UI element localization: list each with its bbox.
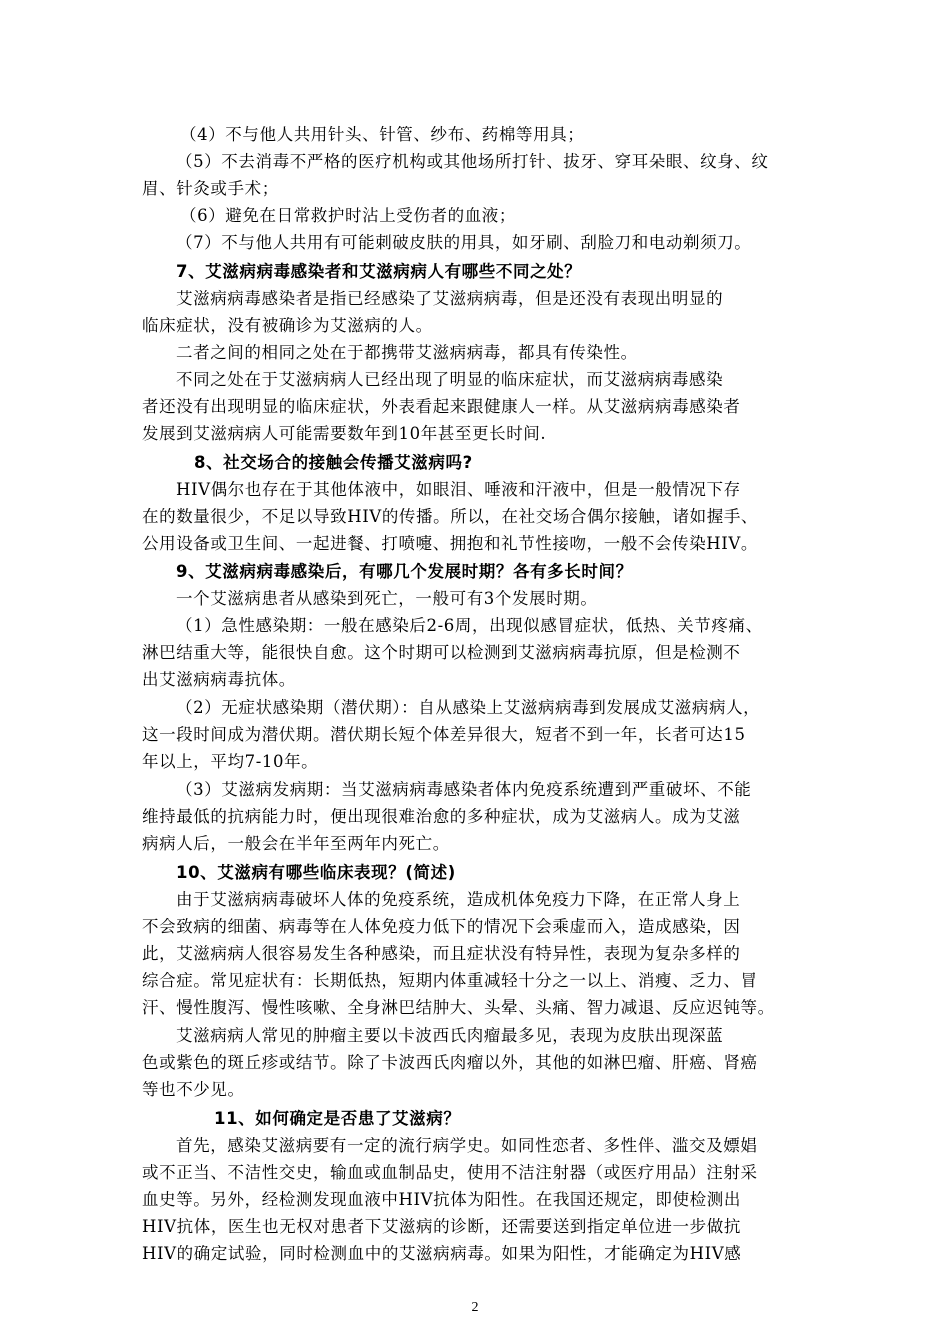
text-line: 艾滋病病毒感染者是指已经感染了艾滋病病毒，但是还没有表现出明显的: [176, 289, 724, 308]
text-line: 病病人后，一般会在半年至两年内死亡。: [142, 834, 450, 853]
text-line: 不会致病的细菌、病毒等在人体免疫力低下的情况下会乘虚而入，造成感染，因: [142, 917, 741, 936]
text-line: 色或紫色的斑丘疹或结节。除了卡波西氏肉瘤以外，其他的如淋巴瘤、肝癌、肾癌: [142, 1053, 758, 1072]
text-line: 等也不少见。: [142, 1080, 245, 1099]
text-line: 艾滋病病人常见的肿瘤主要以卡波西氏肉瘤最多见，表现为皮肤出现深蓝: [176, 1026, 724, 1045]
section-heading: 11、如何确定是否患了艾滋病？: [214, 1109, 461, 1128]
text-line: 淋巴结重大等，能很快自愈。这个时期可以检测到艾滋病病毒抗原，但是检测不: [142, 643, 741, 662]
text-line: 二者之间的相同之处在于都携带艾滋病病毒，都具有传染性。: [176, 343, 638, 362]
text-line: 发展到艾滋病病人可能需要数年到10年甚至更长时间.: [142, 424, 547, 443]
section-heading: 7、艾滋病病毒感染者和艾滋病病人有哪些不同之处？: [176, 262, 582, 281]
text-line: HIV的确定试验，同时检测血中的艾滋病病毒。如果为阳性，才能确定为HIV感: [142, 1244, 742, 1263]
page-number: 2: [471, 1300, 479, 1315]
text-line: （3）艾滋病发病期：当艾滋病病毒感染者体内免疫系统遭到严重破坏、不能: [176, 780, 752, 799]
text-line: （1）急性感染期：一般在感染后2-6周，出现似感冒症状，低热、关节疼痛、: [176, 616, 763, 635]
text-line: 这一段时间成为潜伏期。潜伏期长短个体差异很大，短者不到一年，长者可达15: [142, 725, 746, 744]
section-heading: 8、社交场合的接触会传播艾滋病吗?: [194, 453, 473, 472]
text-line: （4）不与他人共用针头、针管、纱布、药棉等用具；: [180, 125, 585, 144]
text-line: （6）避免在日常救护时沾上受伤者的血液；: [180, 206, 516, 225]
text-line: 不同之处在于艾滋病病人已经出现了明显的临床症状，而艾滋病病毒感染: [176, 370, 724, 389]
text-line: 或不正当、不洁性交史，输血或血制品史，使用不洁注射器（或医疗用品）注射采: [142, 1163, 758, 1182]
text-line: 公用设备或卫生间、一起进餐、打喷嚏、拥抱和礼节性接吻，一般不会传染HIV。: [142, 534, 759, 553]
text-line: 出艾滋病病毒抗体。: [142, 670, 296, 689]
text-line: （2）无症状感染期（潜伏期）：自从感染上艾滋病病毒到发展成艾滋病病人，: [176, 698, 761, 717]
text-line: HIV偶尔也存在于其他体液中，如眼泪、唾液和汗液中，但是一般情况下存: [176, 480, 741, 499]
section-heading: 10、艾滋病有哪些临床表现？(简述): [176, 863, 456, 882]
text-line: HIV抗体，医生也无权对患者下艾滋病的诊断，还需要送到指定单位进一步做抗: [142, 1217, 741, 1236]
text-line: 临床症状，没有被确诊为艾滋病的人。: [142, 316, 433, 335]
section-heading: 9、艾滋病病毒感染后，有哪几个发展时期？各有多长时间？: [176, 562, 633, 581]
text-line: （5）不去消毒不严格的医疗机构或其他场所打针、拔牙、穿耳朵眼、纹身、纹: [176, 152, 769, 171]
text-line: 者还没有出现明显的临床症状，外表看起来跟健康人一样。从艾滋病病毒感染者: [142, 397, 741, 416]
text-line: （7）不与他人共用有可能刺破皮肤的用具，如牙刷、刮脸刀和电动剃须刀。: [176, 233, 752, 252]
text-line: 年以上，平均7-10年。: [142, 752, 319, 771]
text-line: 由于艾滋病病毒破坏人体的免疫系统，造成机体免疫力下降，在正常人身上: [176, 890, 741, 909]
text-line: 血史等。另外，经检测发现血液中HIV抗体为阳性。在我国还规定，即使检测出: [142, 1190, 741, 1209]
text-line: 眉、针灸或手术；: [142, 179, 279, 198]
text-line: 首先，感染艾滋病要有一定的流行病学史。如同性恋者、多性伴、滥交及嫖娼: [176, 1136, 758, 1155]
text-line: 维持最低的抗病能力时，便出现很难治愈的多种症状，成为艾滋病人。成为艾滋: [142, 807, 741, 826]
text-line: 此，艾滋病病人很容易发生各种感染，而且症状没有特异性，表现为复杂多样的: [142, 944, 741, 963]
text-line: 一个艾滋病患者从感染到死亡，一般可有3个发展时期。: [176, 589, 598, 608]
text-line: 综合症。常见症状有：长期低热，短期内体重减轻十分之一以上、消瘦、乏力、冒: [142, 971, 758, 990]
text-line: 在的数量很少，不足以导致HIV的传播。所以，在社交场合偶尔接触，诸如握手、: [142, 507, 759, 526]
text-line: 汗、慢性腹泻、慢性咳嗽、全身淋巴结肿大、头晕、头痛、智力减退、反应迟钝等。: [142, 998, 775, 1017]
